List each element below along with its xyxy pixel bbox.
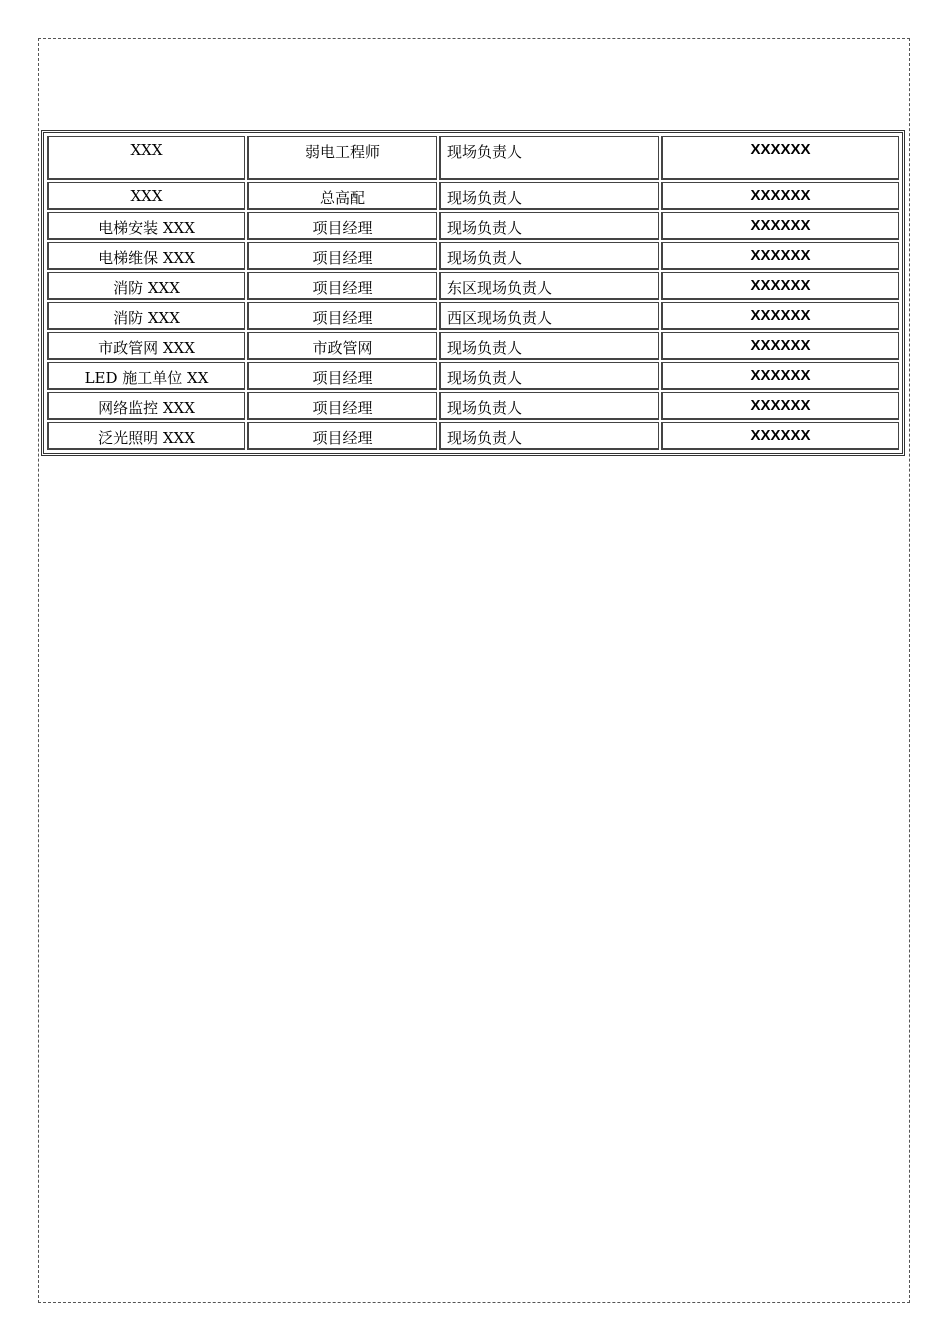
duty-cell: 现场负责人 [439,242,659,270]
table-row [47,362,899,390]
unit-cell: LED 施工单位 XX [47,362,245,390]
table-row [47,332,899,360]
role-cell: 项目经理 [247,392,437,420]
phone-cell: XXXXXX [661,272,899,300]
role-cell: 弱电工程师 [247,136,437,180]
duty-cell: 现场负责人 [439,392,659,420]
contacts-table-frame [41,130,905,456]
unit-cell: 泛光照明 XXX [47,422,245,450]
role-cell: 项目经理 [247,422,437,450]
role-cell: 市政管网 [247,332,437,360]
duty-cell: 现场负责人 [439,362,659,390]
table-row [47,302,899,330]
duty-cell: 现场负责人 [439,422,659,450]
unit-cell: 市政管网 XXX [47,332,245,360]
duty-cell: 现场负责人 [439,212,659,240]
phone-cell: XXXXXX [661,362,899,390]
unit-cell: 消防 XXX [47,272,245,300]
table-row [47,212,899,240]
phone-cell: XXXXXX [661,212,899,240]
unit-cell: XXX [47,182,245,210]
role-cell: 项目经理 [247,242,437,270]
duty-cell: 现场负责人 [439,182,659,210]
phone-cell: XXXXXX [661,302,899,330]
phone-cell: XXXXXX [661,422,899,450]
duty-cell: 西区现场负责人 [439,302,659,330]
duty-cell: 东区现场负责人 [439,272,659,300]
table-row [47,136,899,180]
role-cell: 项目经理 [247,212,437,240]
duty-cell: 现场负责人 [439,332,659,360]
role-cell: 总高配 [247,182,437,210]
unit-cell: 电梯安装 XXX [47,212,245,240]
role-cell: 项目经理 [247,362,437,390]
phone-cell: XXXXXX [661,242,899,270]
table-row [47,242,899,270]
unit-cell: XXX [47,136,245,180]
phone-cell: XXXXXX [661,332,899,360]
contacts-table [45,134,901,452]
duty-cell: 现场负责人 [439,136,659,180]
phone-cell: XXXXXX [661,136,899,180]
role-cell: 项目经理 [247,302,437,330]
phone-cell: XXXXXX [661,182,899,210]
unit-cell: 网络监控 XXX [47,392,245,420]
table-row [47,182,899,210]
table-row [47,392,899,420]
role-cell: 项目经理 [247,272,437,300]
unit-cell: 电梯维保 XXX [47,242,245,270]
table-row [47,272,899,300]
table-row [47,422,899,450]
unit-cell: 消防 XXX [47,302,245,330]
phone-cell: XXXXXX [661,392,899,420]
